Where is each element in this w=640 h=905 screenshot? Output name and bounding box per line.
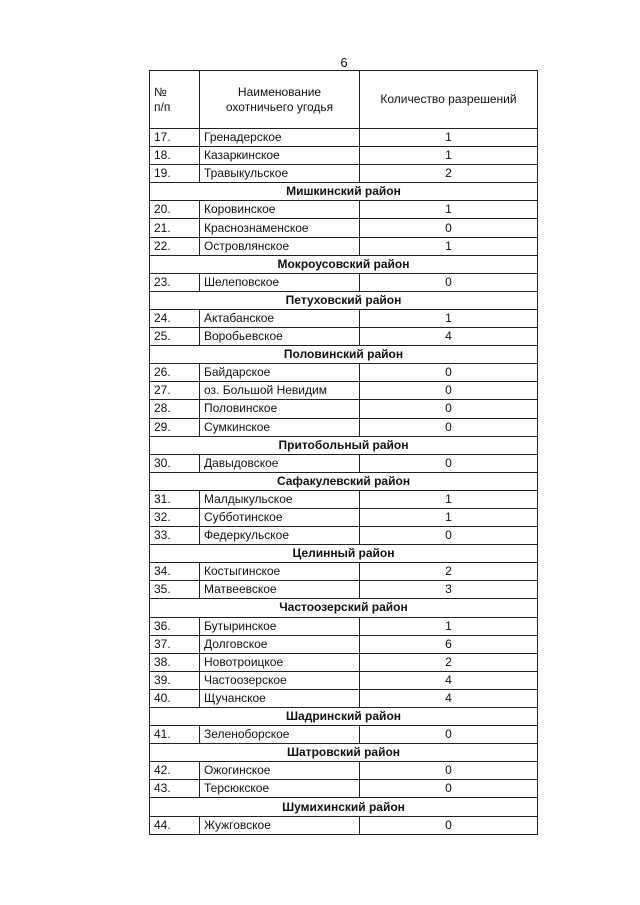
district-heading: Шатровский район	[150, 744, 538, 762]
district-heading: Мокроусовский район	[150, 255, 538, 273]
hunting-ground-name: Травыкульское	[200, 165, 360, 183]
permit-count: 0	[360, 780, 538, 798]
hunting-ground-name: Половинское	[200, 400, 360, 418]
row-number: 43.	[150, 780, 200, 798]
table-row	[150, 382, 538, 400]
table-row	[150, 165, 538, 183]
row-number: 31.	[150, 490, 200, 508]
district-heading: Шадринский район	[150, 708, 538, 726]
table-row	[150, 508, 538, 526]
table-row	[150, 364, 538, 382]
permit-count: 4	[360, 328, 538, 346]
row-number: 17.	[150, 129, 200, 147]
district-heading: Петуховский район	[150, 291, 538, 309]
row-number: 23.	[150, 273, 200, 291]
row-number: 22.	[150, 237, 200, 255]
table-row	[150, 273, 538, 291]
table-row	[150, 689, 538, 707]
permit-count: 4	[360, 671, 538, 689]
table-row	[150, 328, 538, 346]
row-number: 19.	[150, 165, 200, 183]
hunting-ground-name: Краснознаменское	[200, 219, 360, 237]
district-heading-row	[150, 708, 538, 726]
hunting-ground-name: Сумкинское	[200, 418, 360, 436]
table-row	[150, 563, 538, 581]
permit-count: 2	[360, 165, 538, 183]
table-row	[150, 762, 538, 780]
hunting-ground-name: Новотроицкое	[200, 653, 360, 671]
district-heading: Половинский район	[150, 346, 538, 364]
row-number: 42.	[150, 762, 200, 780]
district-heading-row	[150, 436, 538, 454]
header-hunting-ground-name: Наименование охотничьего угодья	[200, 71, 360, 129]
hunting-ground-name: Федеркульское	[200, 527, 360, 545]
hunting-ground-name: Зеленоборское	[200, 726, 360, 744]
row-number: 28.	[150, 400, 200, 418]
permit-count: 0	[360, 454, 538, 472]
permit-count: 0	[360, 273, 538, 291]
permit-count: 0	[360, 418, 538, 436]
district-heading-row	[150, 346, 538, 364]
row-number: 24.	[150, 309, 200, 327]
table-row	[150, 527, 538, 545]
hunting-ground-name: Костыгинское	[200, 563, 360, 581]
district-heading: Сафакулевский район	[150, 472, 538, 490]
permit-count: 4	[360, 689, 538, 707]
row-number: 33.	[150, 527, 200, 545]
district-heading-row	[150, 599, 538, 617]
permit-count: 0	[360, 364, 538, 382]
hunting-permits-table	[149, 70, 538, 835]
header-number-line1: №	[154, 84, 167, 99]
table-row	[150, 816, 538, 834]
permit-count: 6	[360, 635, 538, 653]
row-number: 38.	[150, 653, 200, 671]
row-number: 40.	[150, 689, 200, 707]
row-number: 44.	[150, 816, 200, 834]
permit-count: 1	[360, 617, 538, 635]
table-row	[150, 635, 538, 653]
row-number: 27.	[150, 382, 200, 400]
permit-count: 3	[360, 581, 538, 599]
district-heading-row	[150, 183, 538, 201]
row-number: 39.	[150, 671, 200, 689]
district-heading: Частоозерский район	[150, 599, 538, 617]
row-number: 34.	[150, 563, 200, 581]
hunting-ground-name: Долговское	[200, 635, 360, 653]
permit-count: 0	[360, 400, 538, 418]
table-row	[150, 653, 538, 671]
hunting-ground-name: Воробьевское	[200, 328, 360, 346]
table-row	[150, 581, 538, 599]
hunting-ground-name: Жужговское	[200, 816, 360, 834]
district-heading: Мишкинский район	[150, 183, 538, 201]
table-row	[150, 780, 538, 798]
hunting-ground-name: Казаркинское	[200, 147, 360, 165]
row-number: 35.	[150, 581, 200, 599]
permit-count: 0	[360, 726, 538, 744]
hunting-ground-name: Коровинское	[200, 201, 360, 219]
table-row	[150, 237, 538, 255]
permit-count: 0	[360, 527, 538, 545]
row-number: 36.	[150, 617, 200, 635]
table-row	[150, 147, 538, 165]
district-heading-row	[150, 255, 538, 273]
table-body	[150, 129, 538, 835]
hunting-ground-name: Щучанское	[200, 689, 360, 707]
header-number	[150, 71, 200, 129]
district-heading-row	[150, 545, 538, 563]
table-header-row	[150, 71, 538, 129]
permit-count: 1	[360, 490, 538, 508]
page-number: 6	[340, 55, 348, 70]
district-heading-row	[150, 472, 538, 490]
table-row	[150, 671, 538, 689]
district-heading-row	[150, 291, 538, 309]
table-row	[150, 309, 538, 327]
table-row	[150, 129, 538, 147]
district-heading: Притобольный район	[150, 436, 538, 454]
row-number: 21.	[150, 219, 200, 237]
hunting-ground-name: Матвеевское	[200, 581, 360, 599]
permit-count: 0	[360, 219, 538, 237]
permit-count: 1	[360, 309, 538, 327]
hunting-ground-name: Бутыринское	[200, 617, 360, 635]
row-number: 20.	[150, 201, 200, 219]
district-heading-row	[150, 798, 538, 816]
row-number: 30.	[150, 454, 200, 472]
table-row	[150, 454, 538, 472]
row-number: 25.	[150, 328, 200, 346]
header-permit-count: Количество разрешений	[360, 71, 538, 129]
table-row	[150, 490, 538, 508]
permit-count: 0	[360, 816, 538, 834]
permit-count: 2	[360, 653, 538, 671]
hunting-ground-name: Актабанское	[200, 309, 360, 327]
row-number: 41.	[150, 726, 200, 744]
hunting-ground-name: Островлянское	[200, 237, 360, 255]
hunting-ground-name: Частоозерское	[200, 671, 360, 689]
table-row	[150, 219, 538, 237]
row-number: 37.	[150, 635, 200, 653]
district-heading: Шумихинский район	[150, 798, 538, 816]
hunting-ground-name: Терсюкское	[200, 780, 360, 798]
table-row	[150, 201, 538, 219]
table-row	[150, 418, 538, 436]
table-row	[150, 400, 538, 418]
row-number: 18.	[150, 147, 200, 165]
hunting-ground-name: Шелеповское	[200, 273, 360, 291]
permit-count: 1	[360, 129, 538, 147]
row-number: 29.	[150, 418, 200, 436]
hunting-ground-name: Гренадерское	[200, 129, 360, 147]
hunting-ground-name: Малдыкульское	[200, 490, 360, 508]
permit-count: 1	[360, 147, 538, 165]
hunting-ground-name: Субботинское	[200, 508, 360, 526]
header-number-line2: п/п	[154, 99, 171, 114]
permit-count: 0	[360, 382, 538, 400]
hunting-ground-name: оз. Большой Невидим	[200, 382, 360, 400]
hunting-ground-name: Байдарское	[200, 364, 360, 382]
district-heading-row	[150, 744, 538, 762]
row-number: 32.	[150, 508, 200, 526]
permit-count: 1	[360, 508, 538, 526]
hunting-ground-name: Давыдовское	[200, 454, 360, 472]
table-row	[150, 617, 538, 635]
table-row	[150, 726, 538, 744]
permit-count: 2	[360, 563, 538, 581]
permit-count: 1	[360, 237, 538, 255]
hunting-ground-name: Ожогинское	[200, 762, 360, 780]
permit-count: 1	[360, 201, 538, 219]
permit-count: 0	[360, 762, 538, 780]
district-heading: Целинный район	[150, 545, 538, 563]
row-number: 26.	[150, 364, 200, 382]
